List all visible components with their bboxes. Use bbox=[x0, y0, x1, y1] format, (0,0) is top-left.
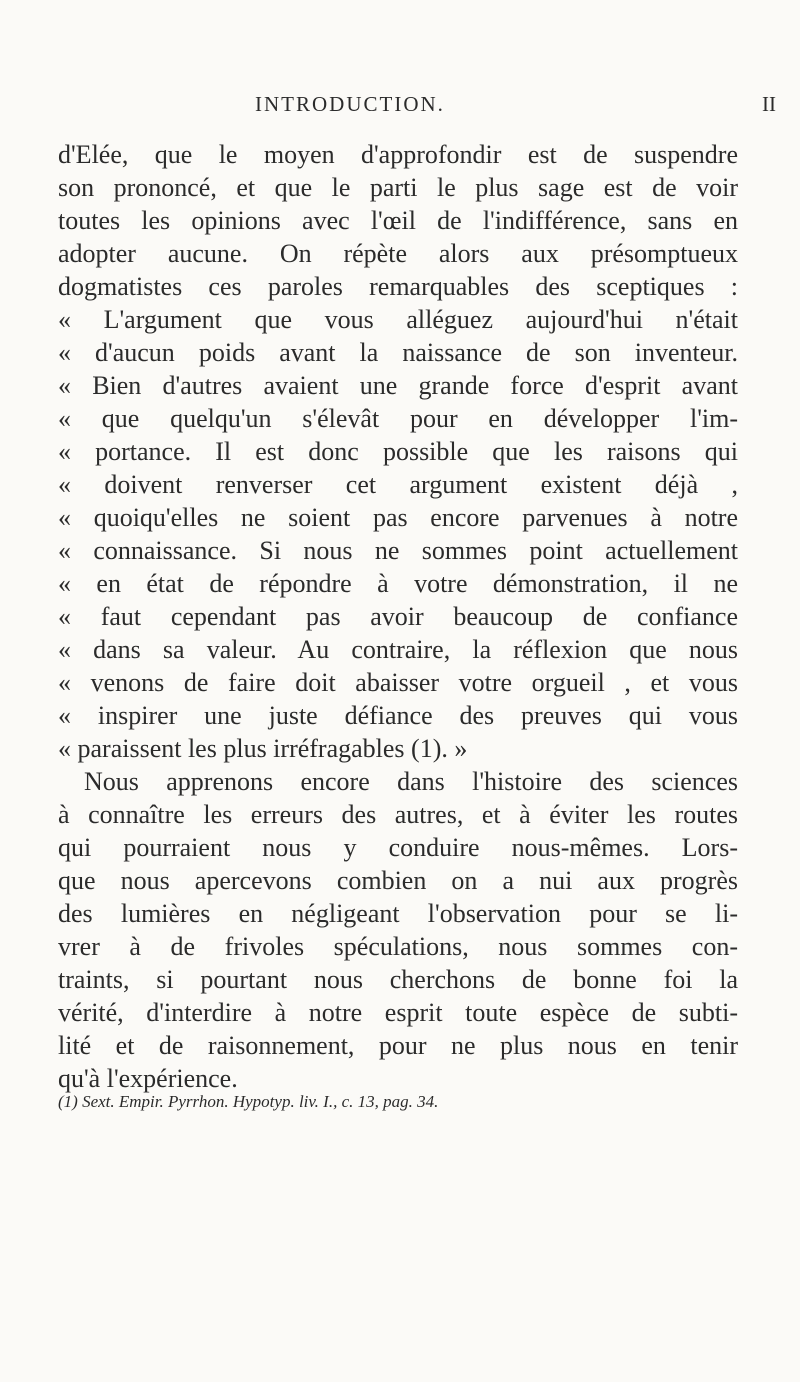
text-line: toutes les opinions avec l'œil de l'indifférence, sans en bbox=[58, 206, 738, 235]
text-line: que nous apercevons combien on a nui aux progrès bbox=[58, 866, 738, 895]
text-line: Nous apprenons encore dans l'histoire des sciences bbox=[84, 767, 738, 796]
quote-line: « portance. Il est donc possible que les raisons qui bbox=[58, 437, 738, 466]
page-header bbox=[0, 92, 800, 122]
quote-line: « doivent renverser cet argument existent déjà , bbox=[58, 470, 738, 499]
text-line: lité et de raisonnement, pour ne plus nous en tenir bbox=[58, 1031, 738, 1060]
text-line: traints, si pourtant nous cherchons de bonne foi la bbox=[58, 965, 738, 994]
text-line: qui pourraient nous y conduire nous-mêmes. Lors- bbox=[58, 833, 738, 862]
quote-line: « que quelqu'un s'élevât pour en développer l'im- bbox=[58, 404, 738, 433]
quote-line: « inspirer une juste défiance des preuves qui vous bbox=[58, 701, 738, 730]
text-line: qu'à l'expérience. bbox=[58, 1064, 238, 1093]
text-line: vrer à de frivoles spéculations, nous sommes con- bbox=[58, 932, 738, 961]
quote-line: « L'argument que vous alléguez aujourd'hui n'était bbox=[58, 305, 738, 334]
text-line: des lumières en négligeant l'observation pour se li- bbox=[58, 899, 738, 928]
quote-line: « d'aucun poids avant la naissance de son inventeur. bbox=[58, 338, 738, 367]
quote-line: « quoiqu'elles ne soient pas encore parvenues à notre bbox=[58, 503, 738, 532]
text-line: dogmatistes ces paroles remarquables des sceptiques : bbox=[58, 272, 738, 301]
quote-line: « Bien d'autres avaient une grande force d'esprit avant bbox=[58, 371, 738, 400]
quote-line: « dans sa valeur. Au contraire, la réflexion que nous bbox=[58, 635, 738, 664]
text-line: adopter aucune. On répète alors aux présomptueux bbox=[58, 239, 738, 268]
quote-line: « connaissance. Si nous ne sommes point actuellement bbox=[58, 536, 738, 565]
page-number: II bbox=[762, 92, 776, 116]
running-title: INTRODUCTION. bbox=[255, 92, 445, 116]
quote-line: « venons de faire doit abaisser votre orgueil , et vous bbox=[58, 668, 738, 697]
quote-line: « faut cependant pas avoir beaucoup de confiance bbox=[58, 602, 738, 631]
text-line: à connaître les erreurs des autres, et à éviter les routes bbox=[58, 800, 738, 829]
quote-line: « en état de répondre à votre démonstration, il ne bbox=[58, 569, 738, 598]
quote-line: « paraissent les plus irréfragables (1). » bbox=[58, 734, 468, 763]
body-text bbox=[58, 138, 738, 1095]
footnote: (1) Sext. Empir. Pyrrhon. Hypotyp. liv. I., c. 13, pag. 34. bbox=[58, 1092, 439, 1111]
text-line: son prononcé, et que le parti le plus sage est de voir bbox=[58, 173, 738, 202]
text-line: d'Elée, que le moyen d'approfondir est de suspendre bbox=[58, 140, 738, 169]
text-line: vérité, d'interdire à notre esprit toute espèce de subti- bbox=[58, 998, 738, 1027]
